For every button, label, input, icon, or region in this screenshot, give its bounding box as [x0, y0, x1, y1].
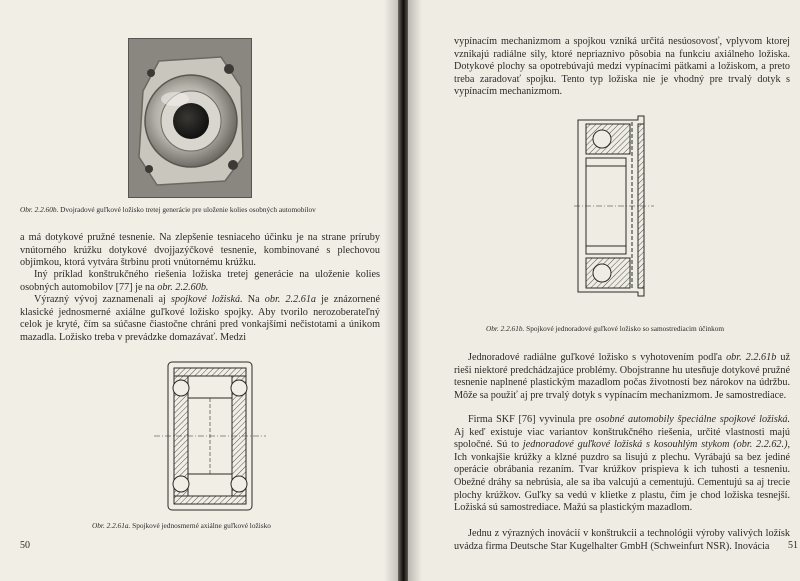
gutter-shadow [408, 0, 422, 581]
figure-label: Obr. 2.2.61a. [92, 521, 131, 530]
paragraph-text: je znázornené klasické jednosmerné axiálne guľkové ložisko spojky. Aby tvorilo nerozoberateľný celok je kryté, čím sa súčasne čiastočne chráni pred vonkajšími nečistotami a únikom mazadla. Ložisko treba v prevádzke domazávať. Medzi [20, 294, 381, 343]
paragraph [20, 294, 380, 344]
bearing-hub-photo [128, 38, 252, 198]
paragraph-text: Iný príklad konštrukčného riešenia ložiska tretej generácie na uloženie kolies osobných automobilov [77] je na [20, 269, 380, 293]
figure-label: Obr. 2.2.61b. [486, 324, 525, 333]
paragraph: a má dotykové pružné tesnenie. Na zlepšenie tesniaceho účinku je na strane príruby vnútorného krúžku dotykové dvojjazýčkové tesnenie, kombinované s plechovou objímkou, ktorá vytvára štrbinu proti vnútornému krúžku. [20, 232, 380, 269]
figure-caption [20, 205, 380, 214]
paragraph [454, 414, 790, 515]
paragraph [454, 352, 790, 402]
paragraph-text: Na [247, 294, 260, 305]
gutter-shadow [384, 0, 398, 581]
radial-bearing-drawing [572, 114, 656, 300]
figure-reference: obr. 2.2.61a [264, 294, 317, 305]
paragraph-text: Výrazný vývoj zaznamenali aj [34, 294, 166, 305]
page-number: 51 [788, 540, 798, 551]
figure-caption-text: Dvojradové guľkové ložisko tretej generácie pre uloženie kolies osobných automobilov [60, 205, 316, 214]
figure-label: Obr. 2.2.60b. [20, 205, 59, 214]
paragraph [20, 269, 380, 294]
paragraph: Jednu z výrazných inovácií v konštrukcii a technológii výroby valivých ložísk uvádza firma Deutsche Star Kugelhalter GmbH (Schweinfurt NSR). Inovácia [454, 528, 790, 552]
term-reference: jednoradové guľkové ložiská s kosouhlým stykom (obr. 2.2.62.), [522, 439, 791, 451]
figure-caption [92, 521, 352, 530]
term-reference: spojkové ložiská. [171, 294, 243, 305]
paragraph-text: Firma SKF [76] vyvinula pre [468, 414, 592, 425]
right-page [408, 0, 800, 581]
left-page [0, 0, 398, 581]
figure-caption-text: Spojkové jednosmerné axiálne guľkové ložisko [132, 521, 271, 530]
paragraph-text: už rieši niektoré predchádzajúce problémy. Obojstranne hu utesňuje dotykové pružné tesnenie naplnené plastickým mazadlom počas životnosti bez nárokov na údržbu. Môže sa použiť aj pre trvalý dotyk s vypínacím mechanizmom. Je samostrediace. [454, 352, 790, 401]
book-spine [398, 0, 408, 581]
paragraph: vypínacím mechanizmom a spojkou vzniká určitá nesúosovosť, vplyvom ktorej vznikajú radiálne sily, ktoré nepriaznivo pôsobia na funkciu axiálneho ložiska. Dotykové plochy sa opotrebúvajú medzi vypínacími pätkami a ložiskom, a preto treba zaradovať spojku. Tento typ ložiska nie je vhodný pre trvalý dotyk s vypínacím mechanizmom. [454, 36, 790, 98]
paragraph-text: Ich vonkajšie krúžky a klzné puzdro sa lisujú z plechu. Vyrábajú sa bez jediné operácie obrábania rezaním. Tvar krúžkov prispieva k ich tuhosti a tesneniu. Obežné dráhy sa nebrúsia, ale sa iba valcujú a cementujú. Cementujú sa aj trecie plochy krúžkov. Guľky sa vedú v klietke z plastu, čím je chod ložiska tesnejší. Ložiská sú samostrediace. Mažú sa plastickým mazadlom. [454, 451, 790, 514]
axial-bearing-drawing [150, 358, 270, 514]
term-reference: osobné automobily špeciálne spojkové ložiská. [595, 414, 790, 425]
paragraph-text: Jednoradové radiálne guľkové ložisko s vyhotovením podľa [468, 352, 722, 363]
figure-reference: obr. 2.2.60b. [157, 281, 209, 293]
figure-caption [486, 324, 786, 333]
page-number: 50 [20, 540, 30, 551]
figure-caption-text: Spojkové jednoradové guľkové ložisko so samostrediacim účinkom [526, 324, 725, 333]
figure-reference: obr. 2.2.61b [726, 352, 777, 363]
paragraph-text: Aj keď existuje viac variantov konštrukčného riešenia, určité vlastnosti majú spoločné. Sú to [454, 426, 790, 451]
